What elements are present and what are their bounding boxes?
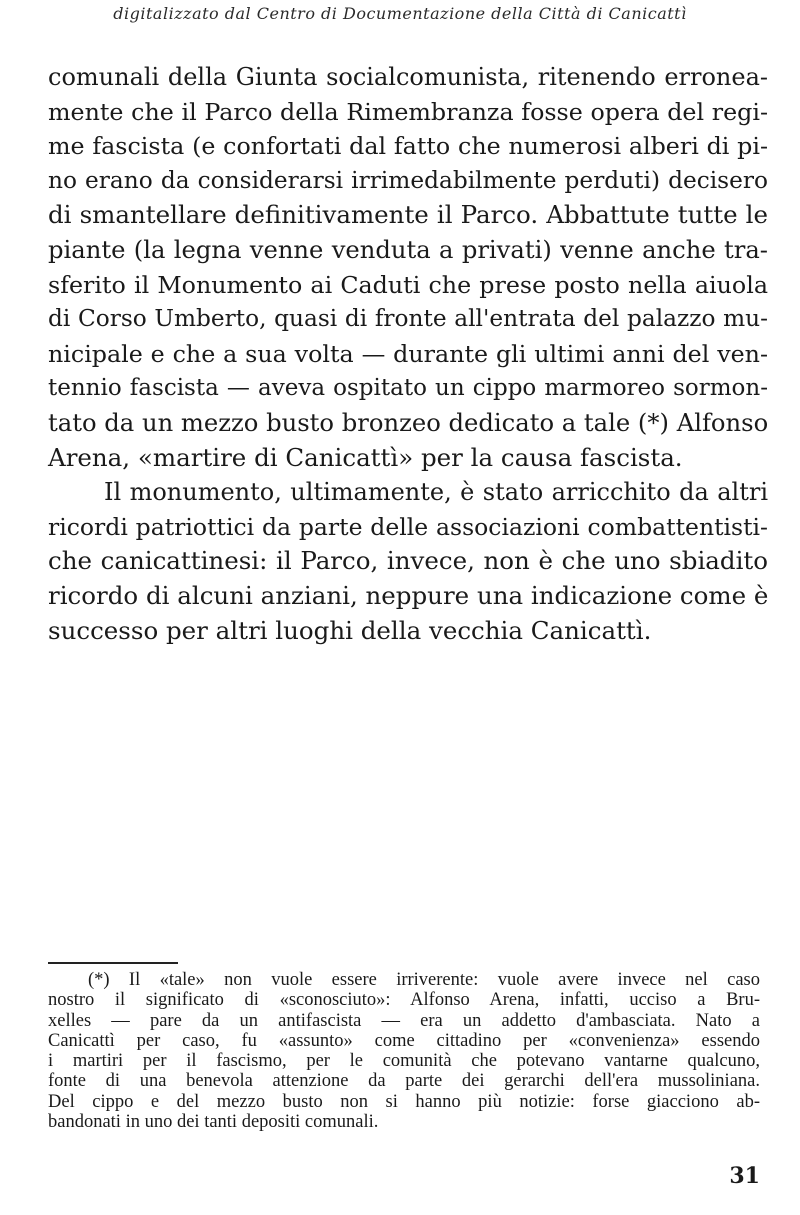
text-line: sferito il Monumento ai Caduti che prese posto nella aiuola (48, 270, 768, 299)
footnote-separator (48, 962, 178, 964)
main-text (48, 60, 768, 648)
text-line: comunali della Giunta socialcomunista, ritenendo erronea- (48, 63, 768, 91)
footnote-line: fonte di una benevola attenzione da parte dei gerarchi dell'era mussoliniana. (48, 1071, 760, 1092)
paragraph-1 (48, 60, 768, 475)
paragraph-2 (48, 475, 768, 648)
text-line: tato da un mezzo busto bronzeo dedicato a tale (*) Alfonso (48, 407, 769, 437)
digitization-watermark: digitalizzato dal Centro di Documentazione della Città di Canicattì (113, 4, 687, 23)
text-line: mente che il Parco della Rimembranza fosse opera del regi- (48, 97, 768, 126)
footnote-line: xelles — pare da un antifascista — era un addetto d'ambasciata. Nato a (48, 1010, 760, 1031)
text-line: nicipale e che a sua volta — durante gli ultimi anni del ven- (48, 339, 768, 368)
footnote-line: nostro il significato di «sconosciuto»: Alfonso Arena, infatti, ucciso a Bru- (48, 990, 760, 1011)
footnote-line: Canicattì per caso, fu «assunto» come cittadino per «convenienza» essendo (48, 1030, 760, 1051)
text-line: di Corso Umberto, quasi di fronte all'entrata del palazzo mu- (48, 305, 768, 333)
footnote (48, 970, 760, 1132)
text-line: che canicattinesi: il Parco, invece, non è che uno sbiadito (48, 546, 768, 576)
text-line: Il monumento, ultimamente, è stato arricchito da altri (104, 478, 768, 507)
footnote-line: i martiri per il fascismo, per le comunità che potevano vantarne qualcuno, (48, 1051, 760, 1072)
page-number: 31 (729, 1163, 760, 1189)
text-line: successo per altri luoghi della vecchia Canicattì. (48, 615, 652, 645)
text-line: me fascista (e confortati dal fatto che numerosi alberi di pi- (48, 132, 768, 161)
text-line: Arena, «martire di Canicattì» per la causa fascista. (48, 442, 683, 472)
footnote-line: bandonati in uno dei tanti depositi comunali. (48, 1112, 379, 1133)
text-line: no erano da considerarsi irrimedabilmente perduti) decisero (48, 166, 768, 194)
footnote-line: (*) Il «tale» non vuole essere irriverente: vuole avere invece nel caso (88, 970, 760, 990)
text-line: ricordi patriottici da parte delle associazioni combattentisti- (48, 512, 768, 541)
text-line: ricordo di alcuni anziani, neppure una indicazione come è (48, 580, 769, 610)
text-line: piante (la legna venne venduta a privati) venne anche tra- (48, 234, 768, 264)
footnote-line: Del cippo e del mezzo busto non si hanno più notizie: forse giacciono ab- (48, 1091, 760, 1112)
text-line: tennio fascista — aveva ospitato un cippo marmoreo sormon- (48, 375, 768, 402)
text-line: di smantellare definitivamente il Parco. Abbattute tutte le (48, 200, 768, 230)
